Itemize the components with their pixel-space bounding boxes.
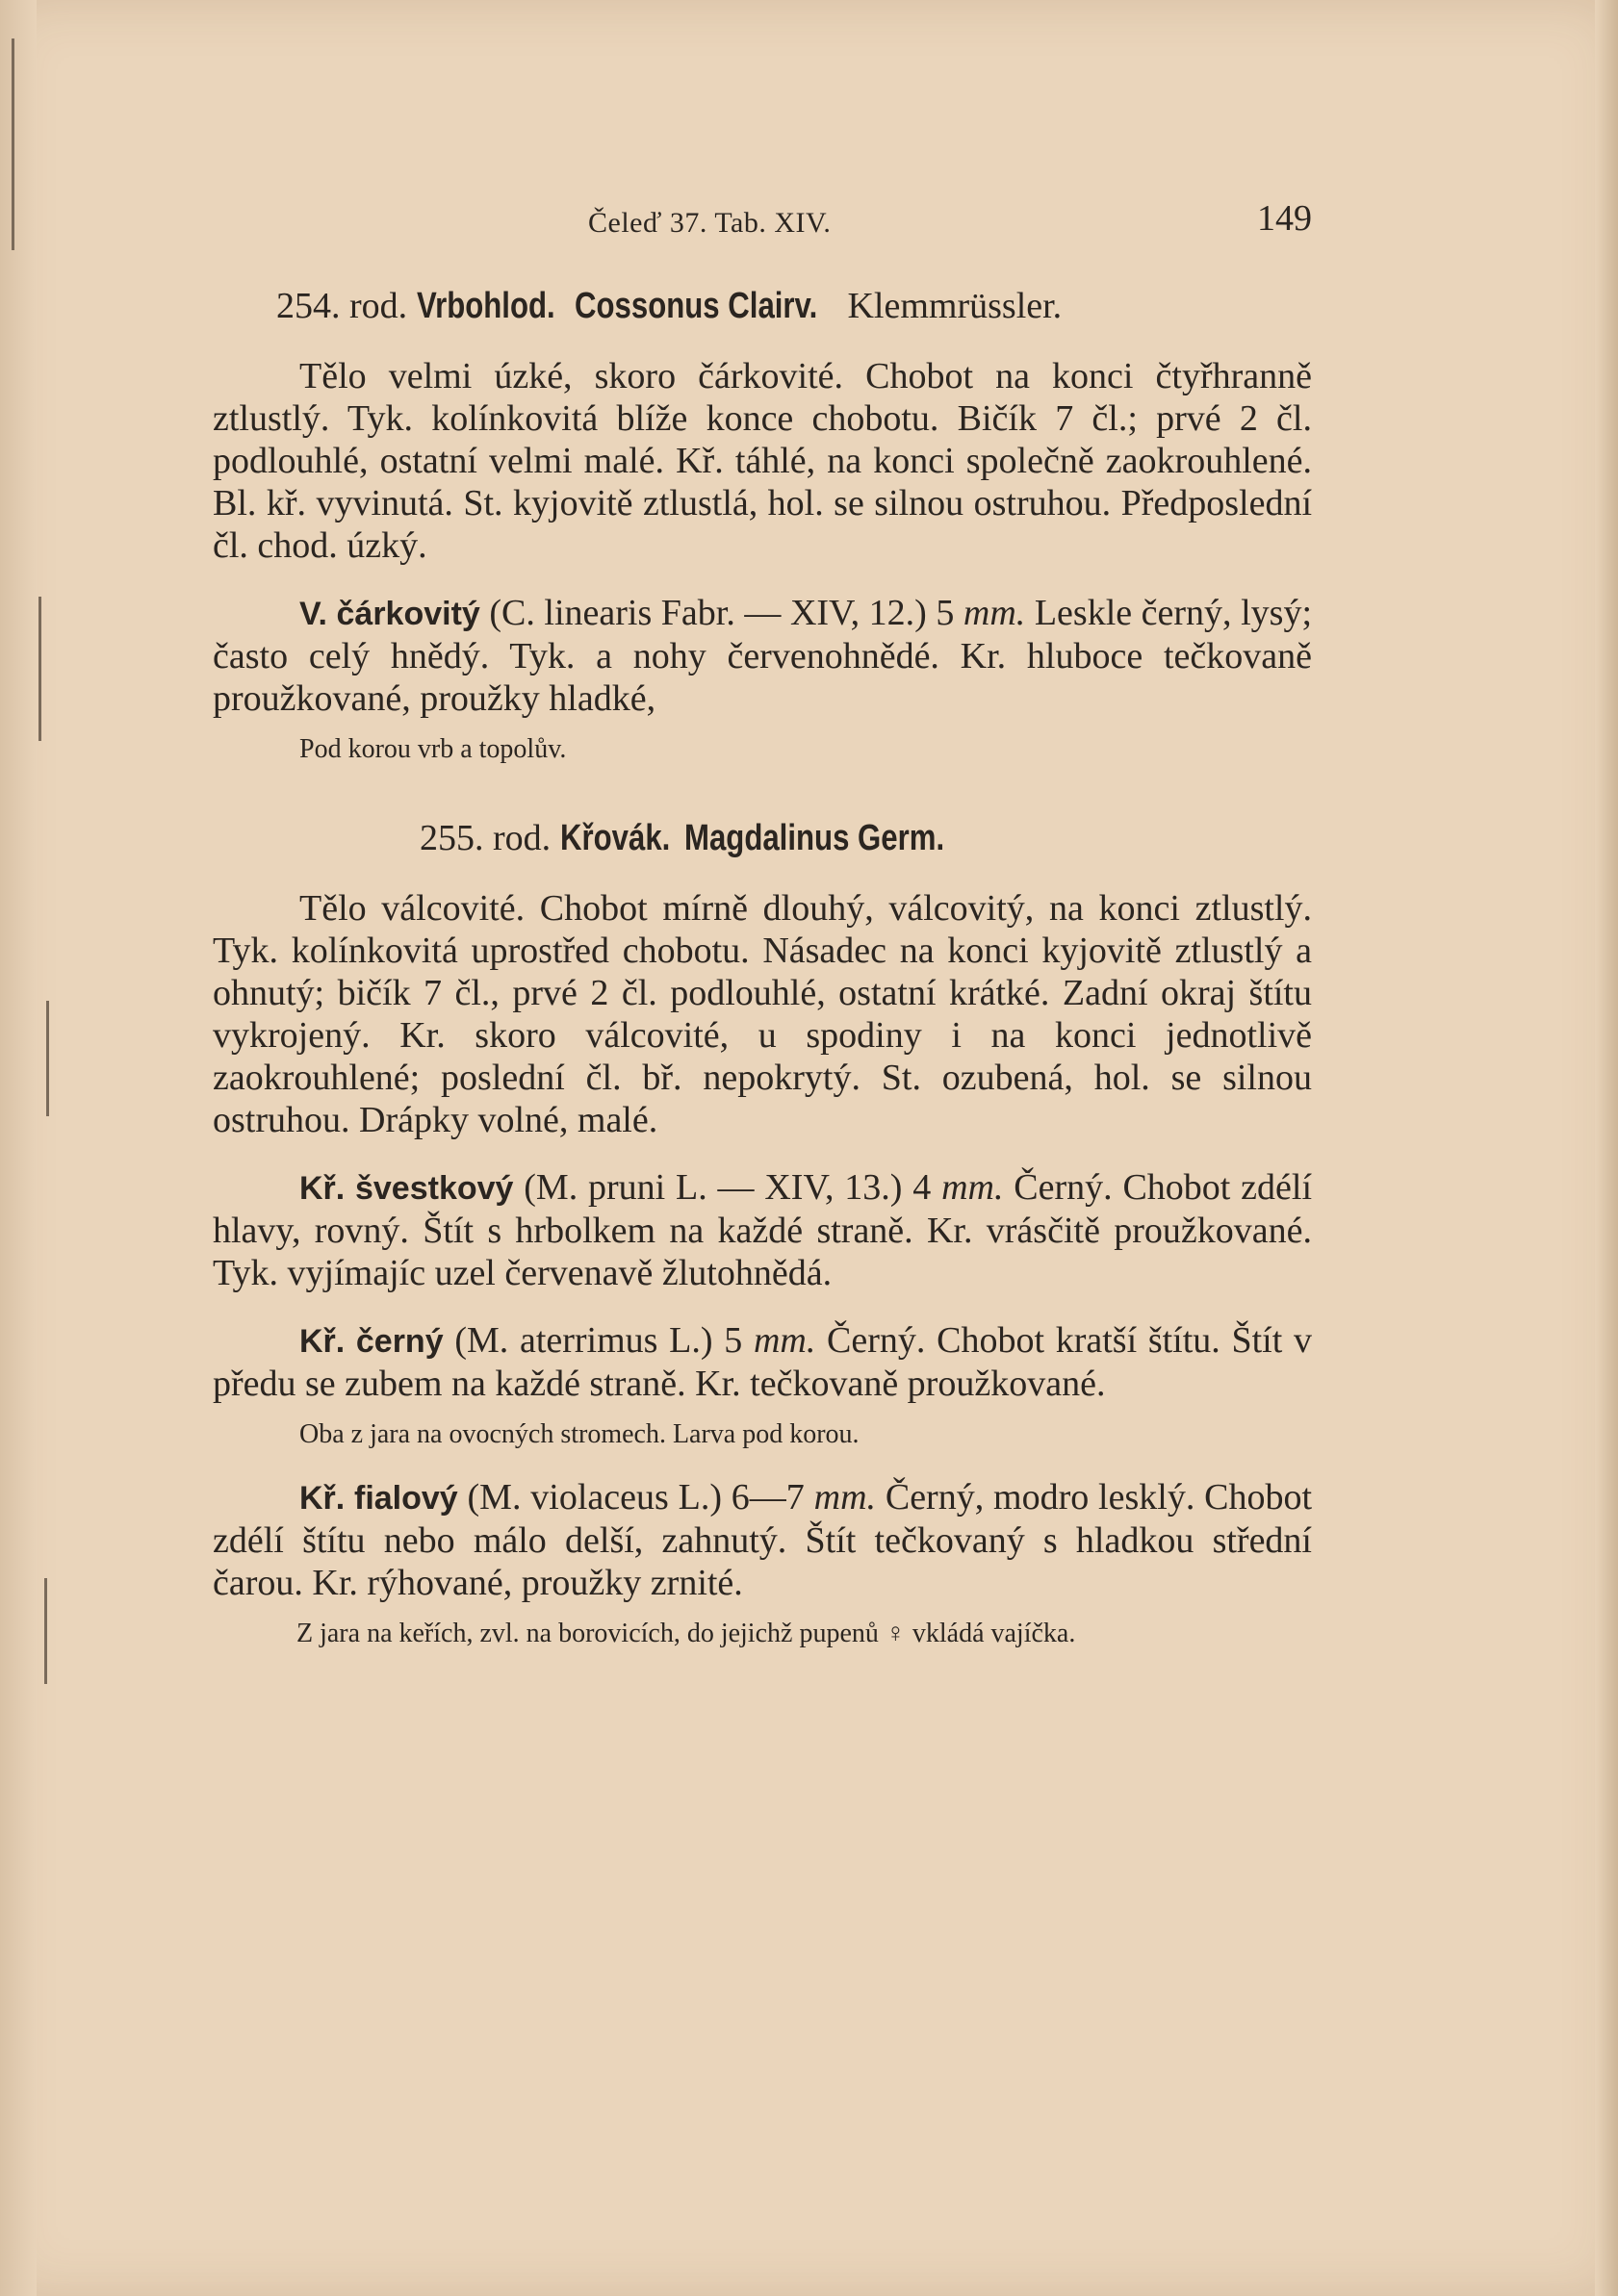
species-entry-aterrimus xyxy=(213,1319,1312,1405)
habitat-note: Z jara na keřích, zvl. na borovicích, do jejichž pupenů ♀ vkládá vajíčka. xyxy=(296,1619,1076,1648)
habitat-note: Oba z jara na ovocných stromech. Larva pod korou. xyxy=(299,1419,860,1449)
habitat-note: Pod korou vrb a topolův. xyxy=(299,734,567,764)
species-entry-linearis xyxy=(213,592,1312,720)
species-reference: (M. violaceus L.) 6—7 xyxy=(467,1477,805,1518)
page-left-edge xyxy=(0,0,37,2296)
genus-name-german: Klemmrüssler. xyxy=(847,286,1063,326)
size-unit: mm. xyxy=(813,1477,877,1518)
species-reference: (M. pruni L. — XIV, 13.) 4 xyxy=(524,1167,932,1208)
genus-name-czech: Vrbohlod. xyxy=(416,286,555,326)
size-unit: mm. xyxy=(753,1320,816,1361)
genus-description: Tělo válcovité. Chobot mírně dlouhý, válcovitý, na konci ztlustlý. Tyk. kolínkovitá uprostřed chobotu. Násadec na konci kyjovitě ztlustlý a ohnutý; bičík 7 čl., prvé 2 čl. podlouhlé, ostatní krátké. Zadní okraj štítu vykrojený. Kr. skoro válcovité, u spodiny i na konci jednotlivě zaokrouhlené; poslední čl. bř. nepokrytý. St. ozubená, hol. se silnou ostruhou. Drápky volné, malé. xyxy=(213,888,1312,1140)
running-head: Čeleď 37. Tab. XIV. xyxy=(588,207,832,239)
genus-name-scientific: Cossonus Clairv. xyxy=(575,286,818,326)
species-description: Černý, modro lesklý. Chobot zdélí štítu nebo málo delší, zahnutý. Štít tečkovaný s hladkou střední čarou. Kr. rýhované, proužky zrnité. xyxy=(213,1477,1313,1603)
species-name: V. čárkovitý xyxy=(299,596,480,632)
species-reference: (C. linearis Fabr. — XIV, 12.) 5 xyxy=(489,593,955,633)
species-description: Černý. Chobot zdélí hlavy, rovný. Štít s hrbolkem na každé straně. Kr. vrásčitě proužkované. Tyk. vyjímajíc uzel červenavě žlutohnědá. xyxy=(213,1167,1313,1293)
page-header xyxy=(213,197,1312,247)
species-entry-violaceus xyxy=(213,1476,1312,1604)
genus-prefix: 255. rod. xyxy=(420,818,552,858)
species-entry-pruni xyxy=(213,1166,1312,1294)
size-unit: mm. xyxy=(941,1167,1004,1208)
page-right-edge xyxy=(1595,0,1618,2296)
genus-name-czech: Křovák. xyxy=(559,818,670,858)
genus-heading-254 xyxy=(276,284,1312,328)
species-name: Kř. švestkový xyxy=(299,1170,514,1207)
species-reference: (M. aterrimus L.) 5 xyxy=(454,1320,743,1361)
page-content xyxy=(213,197,1312,1650)
size-unit: mm. xyxy=(963,593,1026,633)
species-name: Kř. fialový xyxy=(299,1480,458,1517)
genus-prefix: 254. rod. xyxy=(276,286,408,326)
species-description: Černý. Chobot kratší štítu. Štít v předu se zubem na každé straně. Kr. tečkovaně proužkované. xyxy=(213,1320,1313,1404)
genus-heading-255 xyxy=(420,816,1312,860)
species-description: Leskle černý, lysý; často celý hnědý. Tyk. a nohy červenohnědé. Kr. hluboce tečkovaně proužkované, proužky hladké, xyxy=(213,593,1312,719)
genus-name-scientific: Magdalinus Germ. xyxy=(683,818,944,858)
species-name: Kř. černý xyxy=(299,1323,444,1360)
page-number: 149 xyxy=(1257,198,1312,239)
genus-description: Tělo velmi úzké, skoro čárkovité. Chobot na konci čtyřhranně ztlustlý. Tyk. kolínkovitá blíže konce chobotu. Bičík 7 čl.; prvé 2 čl. podlouhlé, ostatní velmi malé. Kř. táhlé, na konci společně zaokrouhlené. Bl. kř. vyvinutá. St. kyjovitě ztlustlá, hol. se silnou ostruhou. Předposlední čl. chod. úzký. xyxy=(213,356,1312,566)
